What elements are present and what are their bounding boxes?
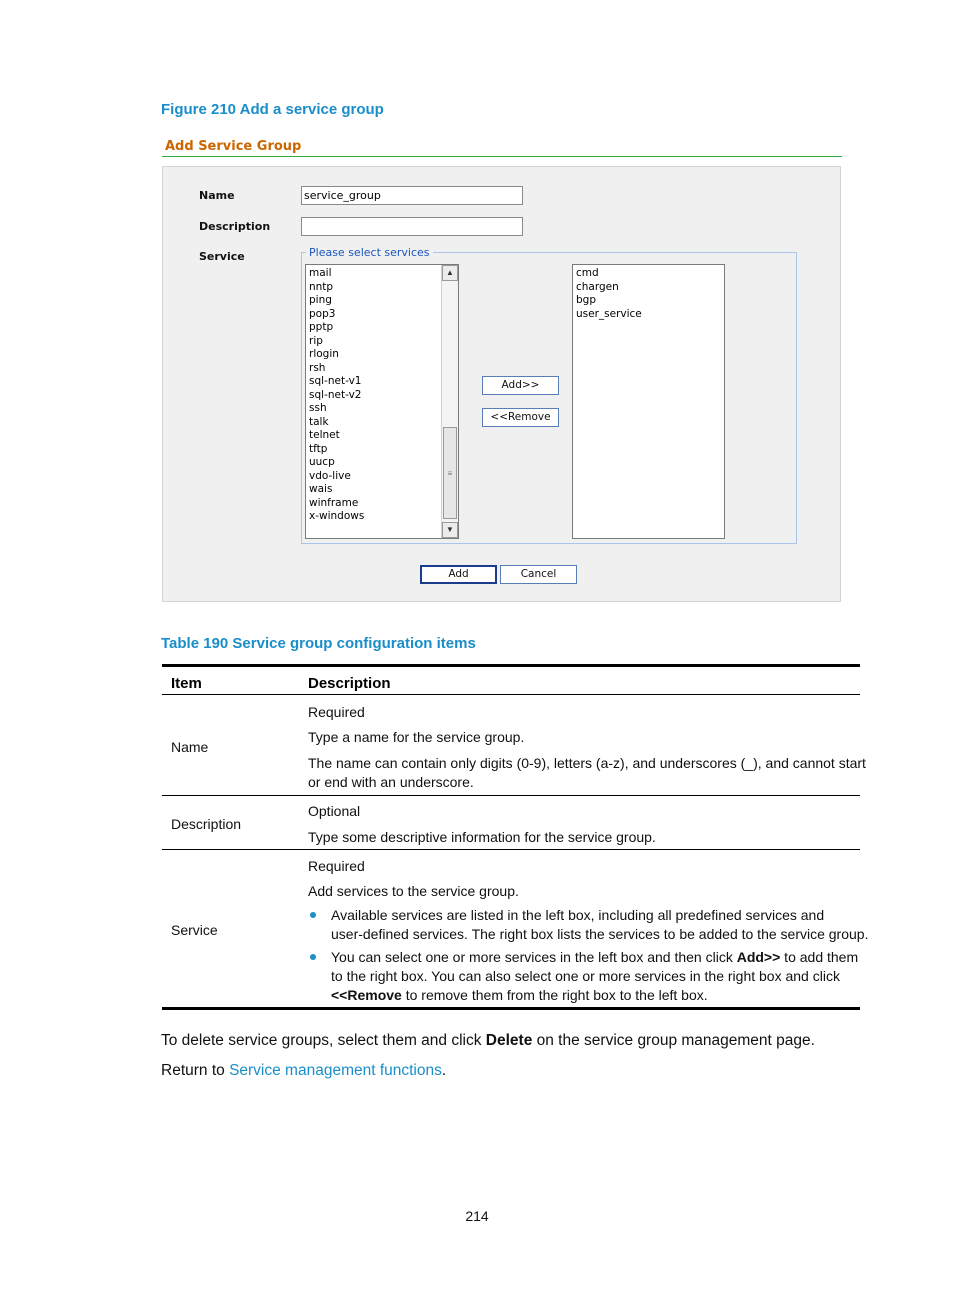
- text-span: to remove them from the right box to the left box.: [401, 987, 708, 1003]
- bullet-icon: [310, 912, 316, 918]
- table-header-rule: [162, 694, 860, 695]
- table-cell: to the right box. You can also select one or more services in the right box and click: [331, 968, 840, 984]
- available-service-option[interactable]: ssh: [309, 402, 327, 414]
- text-span: on the service group management page.: [532, 1032, 815, 1049]
- bold-text: Delete: [485, 1032, 533, 1049]
- table-cell: Type a name for the service group.: [308, 729, 525, 745]
- table-cell: The name can contain only digits (0-9), letters (a-z), and underscores (_), and cannot start: [308, 755, 866, 771]
- table-caption: Table 190 Service group configuration items: [161, 635, 476, 652]
- header-description: Description: [308, 675, 391, 692]
- description-input[interactable]: [301, 217, 523, 236]
- available-service-option[interactable]: sql-net-v2: [309, 388, 362, 401]
- paragraph-delete: [161, 1032, 815, 1050]
- available-service-option[interactable]: pptp: [309, 321, 334, 333]
- selected-service-option[interactable]: user_service: [576, 307, 642, 320]
- cancel-button[interactable]: Cancel: [500, 565, 577, 584]
- row-item-service: Service: [171, 922, 218, 938]
- table-cell: or end with an underscore.: [308, 774, 474, 790]
- table-cell: user-defined services. The right box lists the services to be added to the service group.: [331, 926, 869, 942]
- available-service-option[interactable]: uucp: [309, 456, 335, 468]
- table-cell: Required: [308, 858, 365, 874]
- available-services-list[interactable]: [305, 264, 459, 539]
- scroll-up-icon[interactable]: ▲: [442, 265, 458, 281]
- name-label: Name: [199, 189, 235, 202]
- service-management-link[interactable]: Service management functions: [229, 1062, 442, 1079]
- scroll-down-icon[interactable]: ▼: [442, 522, 458, 538]
- available-service-option[interactable]: mail: [309, 267, 332, 279]
- bullet-icon: [310, 954, 316, 960]
- available-service-option[interactable]: ping: [309, 294, 332, 306]
- scrollbar[interactable]: [441, 265, 458, 538]
- available-service-option[interactable]: rlogin: [309, 348, 339, 360]
- name-input[interactable]: service_group: [301, 186, 523, 205]
- figure-caption: Figure 210 Add a service group: [161, 101, 384, 118]
- page-number: 214: [465, 1208, 489, 1224]
- table-cell: [331, 948, 858, 967]
- table-cell: Required: [308, 704, 365, 720]
- table-cell: [331, 986, 708, 1005]
- text-span: to add them: [780, 949, 859, 965]
- available-service-option[interactable]: tftp: [309, 442, 328, 455]
- row-divider: [162, 849, 860, 850]
- selected-services-list[interactable]: [572, 264, 725, 539]
- text-span: To delete service groups, select them and click: [161, 1032, 486, 1049]
- available-service-option[interactable]: rsh: [309, 361, 326, 374]
- available-service-option[interactable]: talk: [309, 415, 329, 428]
- available-service-option[interactable]: pop3: [309, 307, 336, 320]
- table-bottom-rule: [162, 1007, 860, 1010]
- description-label: Description: [199, 220, 271, 233]
- available-service-option[interactable]: sql-net-v1: [309, 375, 362, 387]
- fieldset-legend: Please select services: [306, 246, 433, 259]
- row-item-description: Description: [171, 816, 242, 832]
- bold-text: <<Remove: [331, 987, 402, 1003]
- table-cell: Available services are listed in the left box, including all predefined services and: [331, 907, 825, 923]
- text-span: Return to: [161, 1062, 230, 1079]
- available-service-option[interactable]: telnet: [309, 429, 340, 441]
- available-service-option[interactable]: vdo-live: [309, 469, 351, 482]
- add-to-selected-button[interactable]: Add>>: [482, 376, 559, 395]
- available-service-option[interactable]: winframe: [309, 496, 359, 509]
- paragraph-return: [161, 1062, 446, 1080]
- available-service-option[interactable]: x-windows: [309, 510, 365, 522]
- header-item: Item: [171, 675, 202, 692]
- panel-title-divider: [162, 156, 842, 157]
- row-item-name: Name: [171, 739, 209, 755]
- text-span: .: [441, 1062, 447, 1079]
- selected-service-option[interactable]: bgp: [576, 294, 596, 306]
- panel-title: Add Service Group: [165, 139, 302, 154]
- add-button[interactable]: Add: [420, 565, 497, 584]
- row-divider: [162, 795, 860, 796]
- text-span: You can select one or more services in the left box and then click: [331, 949, 737, 965]
- table-cell: Type some descriptive information for the service group.: [308, 829, 656, 845]
- bold-text: Add>>: [736, 949, 781, 965]
- scroll-thumb[interactable]: ≡: [443, 427, 457, 519]
- available-service-option[interactable]: nntp: [309, 280, 334, 293]
- table-cell: Add services to the service group.: [308, 883, 519, 899]
- remove-from-selected-button[interactable]: <<Remove: [482, 408, 559, 427]
- selected-service-option[interactable]: chargen: [576, 280, 619, 293]
- available-service-option[interactable]: rip: [309, 334, 323, 347]
- table-cell: Optional: [308, 803, 361, 819]
- selected-service-option[interactable]: cmd: [576, 267, 599, 279]
- table-top-rule: [162, 664, 860, 667]
- available-service-option[interactable]: wais: [309, 483, 333, 495]
- service-label: Service: [199, 250, 245, 263]
